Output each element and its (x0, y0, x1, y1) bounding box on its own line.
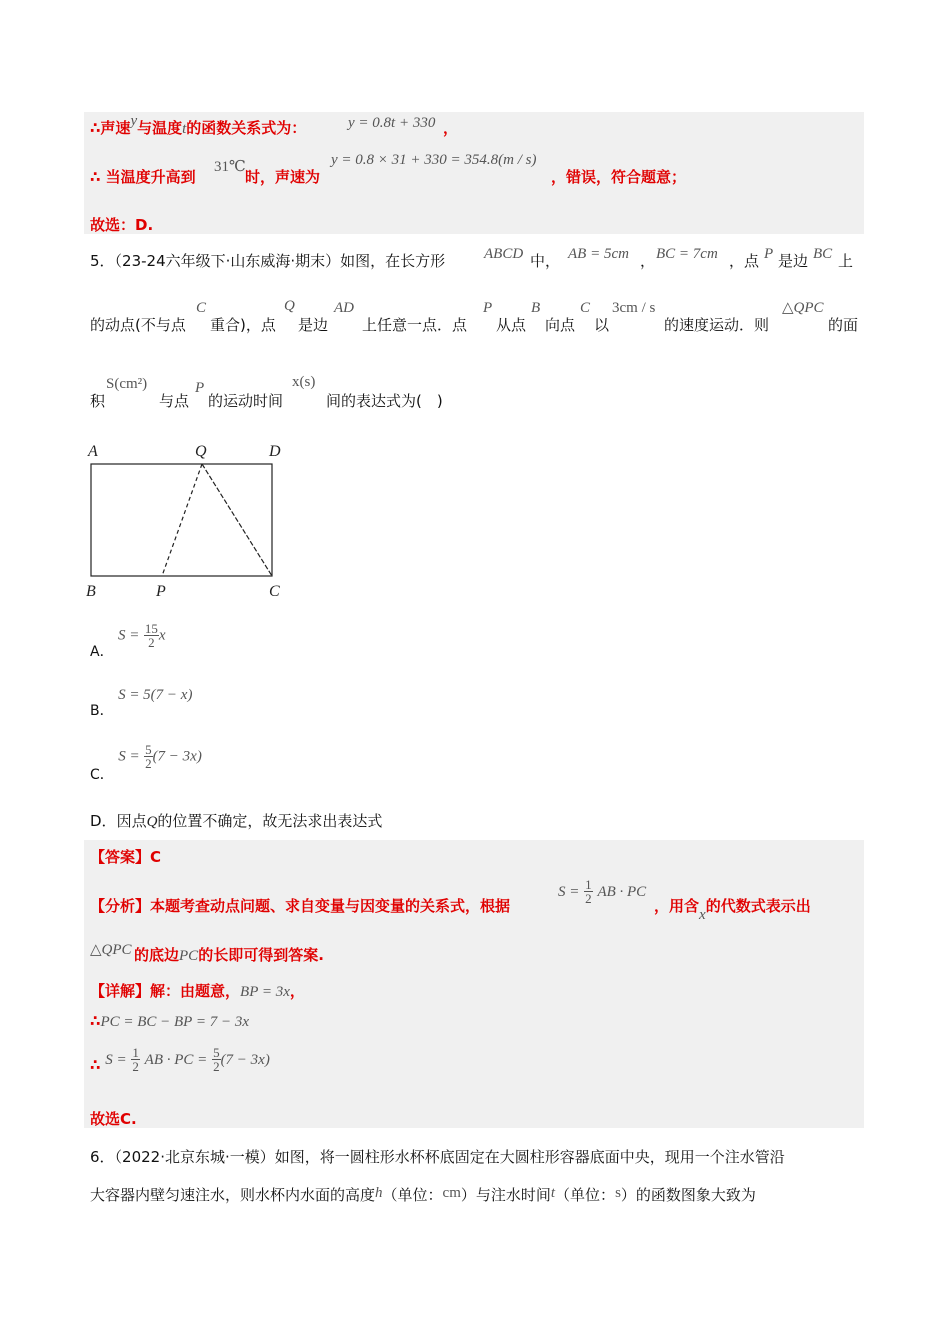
q5-text: 与点 (159, 392, 190, 410)
fraction: $\frac{5}{2}$ (213, 1045, 220, 1074)
q5-c: C (580, 300, 591, 316)
final-choice: 故选C. (90, 1110, 137, 1128)
q5-ad: AD (334, 300, 354, 316)
formula-speed-31: y = 0.8 × 31 + 330 = 354.8(m / s) (331, 152, 537, 168)
q5-text: 中， (530, 252, 561, 270)
label-c: C (269, 583, 280, 600)
option-a[interactable]: A． S = $\frac{15}{2}$ x (90, 621, 166, 660)
q5-text: 重合)，点 (210, 316, 276, 334)
q5-text: 是边 (298, 316, 329, 334)
q6-line-2: 大容器内壁匀速注水，则水杯内水面的高度h（单位：cm）与注水时间t（单位：s）的函数图象大致为 (90, 1185, 756, 1204)
option-d[interactable]: D．因点Q的位置不确定，故无法求出表达式 (90, 812, 383, 830)
label-a: A (88, 443, 98, 460)
solution-line-2-mid: 时，声速为 (245, 168, 321, 186)
label-b: B (86, 583, 96, 600)
q5-area-unit: S(cm²) (106, 376, 148, 392)
q5-triangle: △QPC (782, 300, 824, 316)
q5-text: 以 (594, 316, 610, 334)
q5-text: 向点 (545, 316, 576, 334)
analysis-line-1b: ，用含x的代数式表示出 (654, 897, 811, 923)
q5-ab: AB = 5cm (568, 246, 629, 262)
fraction: $\frac{1}{2}$ (132, 1045, 139, 1074)
fraction: $\frac{5}{2}$ (145, 742, 152, 771)
analysis-formula: S = $\frac{1}{2}$ AB · PC (558, 877, 647, 906)
q5-p: P (483, 300, 493, 316)
q5-bc-side: BC (813, 246, 833, 262)
solution-line-2: ∴ 当温度升高到 (90, 168, 196, 186)
analysis-line-1: 【分析】本题考查动点问题、求自变量与因变量的关系式，根据 (90, 897, 511, 915)
q5-line-2: 的动点(不与点 (90, 316, 186, 334)
solution-choice: 故选：D. (90, 216, 154, 234)
label-p: P (156, 583, 166, 600)
segment-qc (202, 464, 272, 576)
fraction: $\frac{15}{2}$ (144, 621, 158, 650)
detail-line-1: 【详解】解：由题意，BP = 3x， (90, 982, 305, 1000)
q5-text: 上 (838, 252, 854, 270)
q5-text: ，点 (729, 252, 760, 270)
q5-q: Q (284, 298, 295, 314)
q5-text: 是边 (778, 252, 809, 270)
temperature-value: 31℃ (214, 159, 246, 175)
formula-speed: y = 0.8t + 330 (348, 115, 436, 131)
q5-bc: BC = 7cm (656, 246, 718, 262)
label-d: D (269, 443, 281, 460)
solution-line-2-suffix: ，错误，符合题意； (551, 168, 687, 186)
analysis-triangle: △QPC (90, 942, 132, 958)
q5-c: C (196, 300, 207, 316)
label-q: Q (195, 443, 207, 460)
q5-abcd: ABCD (484, 246, 524, 262)
rectangle-figure (80, 436, 300, 606)
fraction: $\frac{1}{2}$ (585, 877, 592, 906)
detail-line-2: ∴PC = BC − BP = 7 − 3x (90, 1012, 249, 1030)
q5-text: ， (640, 252, 656, 270)
q5-text: 上任意一点．点 (362, 316, 468, 334)
q5-line-3: 积 (90, 392, 106, 410)
q5-text: 从点 (496, 316, 527, 334)
q5-p: P (764, 246, 774, 262)
analysis-line-2: 的底边PC的长即可得到答案. (134, 946, 324, 964)
segment-qp (162, 464, 202, 576)
option-c[interactable]: C． S = $\frac{5}{2}$ (7 − 3x) (90, 742, 202, 783)
q5-time-unit: x(s) (292, 374, 316, 390)
q5-speed: 3cm / s (612, 300, 656, 316)
q5-b: B (531, 300, 541, 316)
q5-text: 的运动时间 (208, 392, 284, 410)
q5-text: 的速度运动．则 (664, 316, 770, 334)
detail-line-3: ∴ S = $\frac{1}{2}$ AB · PC = $\frac{5}{2}$ (7 − 3x) (90, 1045, 270, 1074)
q5-line-1: 5．（23-24六年级下·山东威海·期末）如图，在长方形 (90, 252, 446, 270)
q5-text: 间的表达式为( ) (326, 392, 443, 410)
option-b[interactable]: B． S = 5(7 − x) (90, 687, 193, 719)
q5-text: 的面 (828, 316, 859, 334)
q5-p: P (195, 380, 205, 396)
solution-line-1: ∴声速y与温度t的函数关系式为： (90, 113, 307, 137)
solution-line-1-end: ， (443, 119, 459, 137)
answer: 【答案】C (90, 848, 162, 866)
q6-line-1: 6．（2022·北京东城·一模）如图，将一圆柱形水杯杯底固定在大圆柱形容器底面中央，现用一个注水管沿 (90, 1148, 785, 1166)
